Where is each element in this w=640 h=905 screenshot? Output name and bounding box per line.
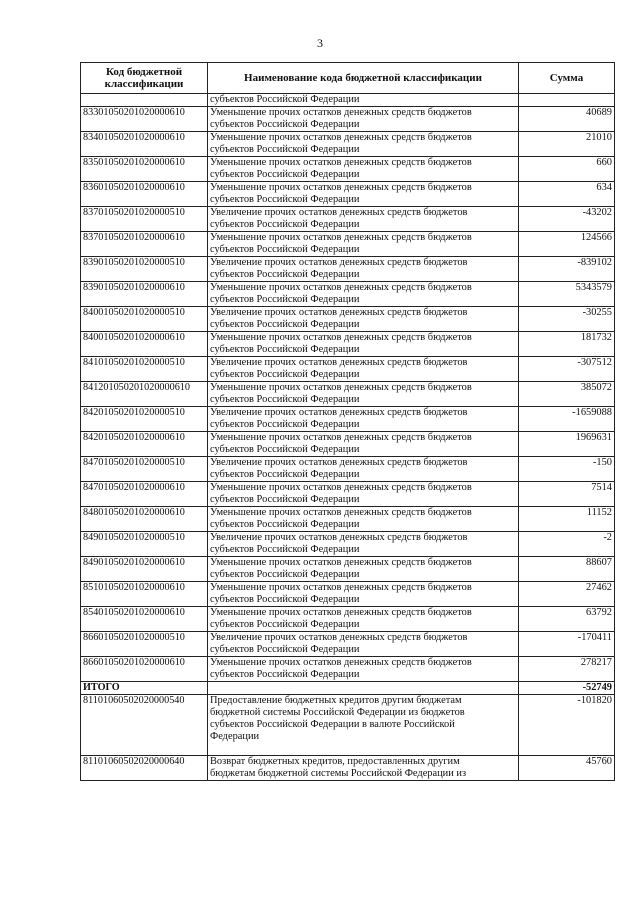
header-name: Наименование кода бюджетной классификации [208, 63, 519, 94]
sum-cell: -101820 [519, 695, 615, 756]
name-line: Увеличение прочих остатков денежных средств бюджетов [210, 407, 468, 418]
total-row [81, 682, 615, 695]
sum-cell: 7514 [519, 482, 615, 507]
name-line: Увеличение прочих остатков денежных средств бюджетов [210, 307, 468, 318]
name-line: Увеличение прочих остатков денежных средств бюджетов [210, 357, 468, 368]
sum-cell: 385072 [519, 382, 615, 407]
name-line: бюджетам бюджетной системы Российской Федерации из [210, 768, 467, 779]
name-line: Уменьшение прочих остатков денежных средств бюджетов [210, 432, 472, 443]
sum-cell: 5343579 [519, 282, 615, 307]
table-row [81, 232, 615, 257]
name-line: Уменьшение прочих остатков денежных средств бюджетов [210, 282, 472, 293]
code-cell: 81101060502020000540 [81, 695, 208, 756]
name-line: субъектов Российской Федерации в валюте Российской [210, 719, 455, 730]
table-body [81, 94, 615, 781]
sum-cell: 660 [519, 157, 615, 182]
code-cell: 85401050201020000610 [81, 607, 208, 632]
name-line: Увеличение прочих остатков денежных средств бюджетов [210, 257, 468, 268]
name-cell [208, 182, 519, 207]
total-label: ИТОГО [81, 682, 208, 695]
sum-cell: -839102 [519, 257, 615, 282]
table-row [81, 332, 615, 357]
name-cell [208, 582, 519, 607]
name-cell [208, 407, 519, 432]
name-line: Уменьшение прочих остатков денежных средств бюджетов [210, 607, 472, 618]
name-cell [208, 482, 519, 507]
code-cell: 84201050201020000610 [81, 432, 208, 457]
name-cell [208, 232, 519, 257]
table-row [81, 357, 615, 382]
table-row [81, 107, 615, 132]
code-cell: 83901050201020000610 [81, 282, 208, 307]
code-cell: 84701050201020000610 [81, 482, 208, 507]
name-line: Уменьшение прочих остатков денежных средств бюджетов [210, 482, 472, 493]
code-cell: 83601050201020000610 [81, 182, 208, 207]
name-line: субъектов Российской Федерации [210, 444, 360, 455]
name-line: Уменьшение прочих остатков денежных средств бюджетов [210, 657, 472, 668]
code-cell: 85101050201020000610 [81, 582, 208, 607]
code-cell: 84201050201020000510 [81, 407, 208, 432]
name-cell [208, 607, 519, 632]
name-cell [208, 756, 519, 781]
name-line: Увеличение прочих остатков денежных средств бюджетов [210, 207, 468, 218]
table-row [81, 457, 615, 482]
sum-cell: 278217 [519, 657, 615, 682]
name-line: Уменьшение прочих остатков денежных средств бюджетов [210, 507, 472, 518]
name-line: Возврат бюджетных кредитов, предоставленных другим [210, 756, 460, 767]
code-cell: 84901050201020000610 [81, 557, 208, 582]
table-row [81, 632, 615, 657]
name-cell [208, 332, 519, 357]
table-row [81, 282, 615, 307]
sum-cell: 181732 [519, 332, 615, 357]
name-line: Увеличение прочих остатков денежных средств бюджетов [210, 632, 468, 643]
page-number: 3 [317, 36, 323, 50]
name-line: субъектов Российской Федерации [210, 344, 360, 355]
code-cell: 83701050201020000510 [81, 207, 208, 232]
name-cell [208, 557, 519, 582]
sum-cell: -43202 [519, 207, 615, 232]
name-cell [208, 357, 519, 382]
name-line: субъектов Российской Федерации [210, 294, 360, 305]
table-row [81, 307, 615, 332]
sum-cell: 11152 [519, 507, 615, 532]
name-cell [208, 382, 519, 407]
code-cell: 83501050201020000610 [81, 157, 208, 182]
name-line: Уменьшение прочих остатков денежных средств бюджетов [210, 182, 472, 193]
name-line: Уменьшение прочих остатков денежных средств бюджетов [210, 232, 472, 243]
table-row [81, 157, 615, 182]
table-row [81, 382, 615, 407]
sum-cell: 27462 [519, 582, 615, 607]
name-cell [208, 257, 519, 282]
name-line: субъектов Российской Федерации [210, 144, 360, 155]
table-row [81, 756, 615, 781]
total-sum: -52749 [519, 682, 615, 695]
name-line: бюджетной системы Российской Федерации из бюджетов [210, 707, 465, 718]
code-cell: 81101060502020000640 [81, 756, 208, 781]
code-cell: 84101050201020000510 [81, 357, 208, 382]
name-cell [208, 132, 519, 157]
name-line: Уменьшение прочих остатков денежных средств бюджетов [210, 157, 472, 168]
name-cell [208, 282, 519, 307]
code-cell: 84001050201020000510 [81, 307, 208, 332]
name-line: субъектов Российской Федерации [210, 494, 360, 505]
name-line: субъектов Российской Федерации [210, 394, 360, 405]
name-line: субъектов Российской Федерации [210, 369, 360, 380]
name-cell [208, 307, 519, 332]
code-cell: 83301050201020000610 [81, 107, 208, 132]
budget-classification-table [80, 62, 615, 781]
code-cell: 84701050201020000510 [81, 457, 208, 482]
name-cell [208, 457, 519, 482]
table-row [81, 482, 615, 507]
code-cell: 84001050201020000610 [81, 332, 208, 357]
name-line: субъектов Российской Федерации [210, 594, 360, 605]
name-cell [208, 657, 519, 682]
header-code: Код бюджетной классификации [81, 63, 208, 94]
name-line: Уменьшение прочих остатков денежных средств бюджетов [210, 557, 472, 568]
name-cell [208, 507, 519, 532]
table-row [81, 657, 615, 682]
code-cell: 84901050201020000510 [81, 532, 208, 557]
sum-cell: 634 [519, 182, 615, 207]
code-cell: 841201050201020000610 [81, 382, 208, 407]
name-line: Уменьшение прочих остатков денежных средств бюджетов [210, 582, 472, 593]
name-line: Уменьшение прочих остатков денежных средств бюджетов [210, 132, 472, 143]
sum-cell: 88607 [519, 557, 615, 582]
table-row [81, 132, 615, 157]
table-row-continuation [81, 94, 615, 107]
table-row [81, 432, 615, 457]
name-cell [208, 432, 519, 457]
name-cell [208, 157, 519, 182]
name-cell [208, 207, 519, 232]
name-line: Уменьшение прочих остатков денежных средств бюджетов [210, 107, 472, 118]
name-line: субъектов Российской Федерации [210, 619, 360, 630]
name-line: субъектов Российской Федерации [210, 569, 360, 580]
name-cell: субъектов Российской Федерации [208, 94, 519, 107]
name-line: Предоставление бюджетных кредитов другим бюджетам [210, 695, 462, 706]
name-line: субъектов Российской Федерации [210, 669, 360, 680]
table-row [81, 607, 615, 632]
name-cell [208, 532, 519, 557]
name-line: Увеличение прочих остатков денежных средств бюджетов [210, 532, 468, 543]
sum-cell: -170411 [519, 632, 615, 657]
name-line: субъектов Российской Федерации [210, 169, 360, 180]
name-cell [208, 695, 519, 756]
table-row [81, 182, 615, 207]
name-line: субъектов Российской Федерации [210, 319, 360, 330]
sum-cell: 1969631 [519, 432, 615, 457]
table-row [81, 557, 615, 582]
table-row [81, 257, 615, 282]
name-cell [208, 632, 519, 657]
name-line: Уменьшение прочих остатков денежных средств бюджетов [210, 382, 472, 393]
sum-cell: 45760 [519, 756, 615, 781]
code-cell: 84801050201020000610 [81, 507, 208, 532]
name-line: субъектов Российской Федерации [210, 269, 360, 280]
sum-cell: -2 [519, 532, 615, 557]
name-line: Федерации [210, 731, 260, 742]
sum-cell: -150 [519, 457, 615, 482]
code-cell: 83701050201020000610 [81, 232, 208, 257]
name-cell [208, 107, 519, 132]
name-line: Увеличение прочих остатков денежных средств бюджетов [210, 457, 468, 468]
name-line: субъектов Российской Федерации [210, 469, 360, 480]
name-line: субъектов Российской Федерации [210, 244, 360, 255]
table-row [81, 207, 615, 232]
sum-cell: 21010 [519, 132, 615, 157]
name-line: субъектов Российской Федерации [210, 119, 360, 130]
total-name-cell [208, 682, 519, 695]
sum-cell: -30255 [519, 307, 615, 332]
name-line: субъектов Российской Федерации [210, 194, 360, 205]
table-row [81, 695, 615, 756]
name-line: субъектов Российской Федерации [210, 419, 360, 430]
sum-cell: 63792 [519, 607, 615, 632]
name-line: субъектов Российской Федерации [210, 219, 360, 230]
code-cell: 86601050201020000610 [81, 657, 208, 682]
header-sum: Сумма [519, 63, 615, 94]
sum-cell: 40689 [519, 107, 615, 132]
table-row [81, 507, 615, 532]
code-cell [81, 94, 208, 107]
code-cell: 86601050201020000510 [81, 632, 208, 657]
name-line: субъектов Российской Федерации [210, 544, 360, 555]
name-line: субъектов Российской Федерации [210, 519, 360, 530]
sum-cell: -307512 [519, 357, 615, 382]
table-header-row [81, 63, 615, 94]
code-cell: 83401050201020000610 [81, 132, 208, 157]
sum-cell: 124566 [519, 232, 615, 257]
sum-cell [519, 94, 615, 107]
table-row [81, 407, 615, 432]
code-cell: 83901050201020000510 [81, 257, 208, 282]
name-line: Уменьшение прочих остатков денежных средств бюджетов [210, 332, 472, 343]
sum-cell: -1659088 [519, 407, 615, 432]
table-row [81, 532, 615, 557]
name-line: субъектов Российской Федерации [210, 644, 360, 655]
table-row [81, 582, 615, 607]
